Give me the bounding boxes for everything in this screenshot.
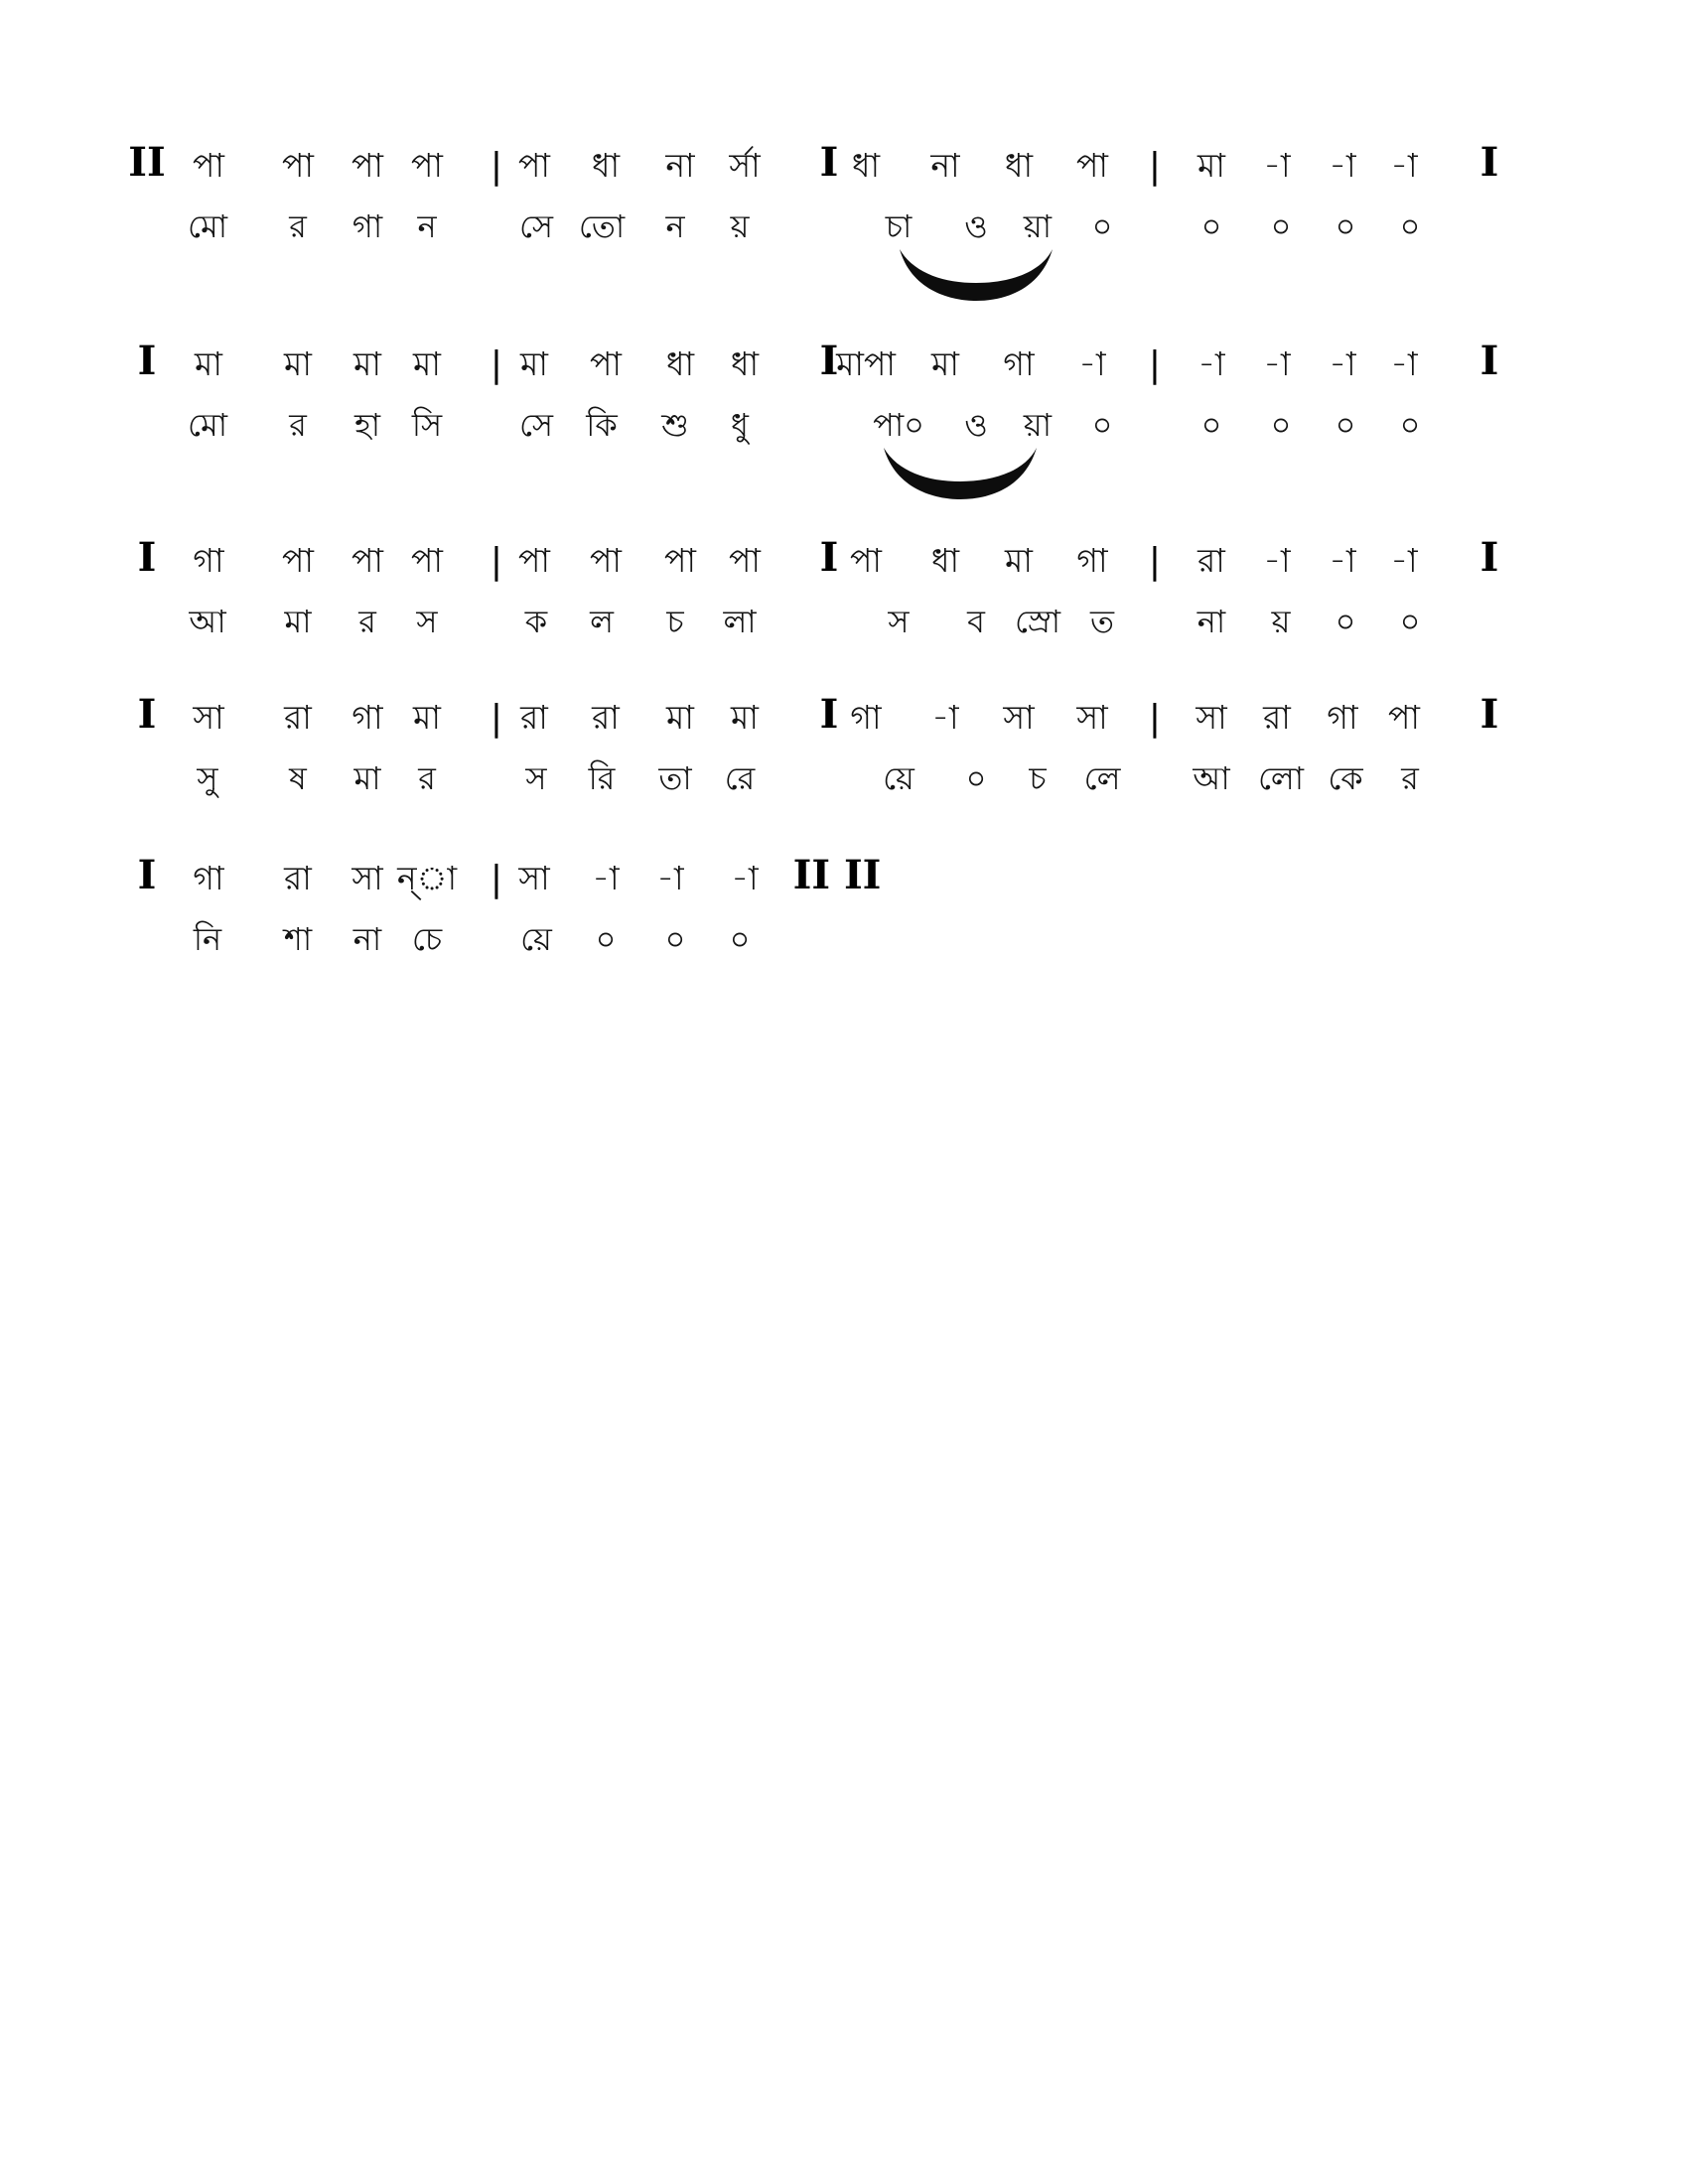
swara-note: পা [193, 146, 224, 185]
section-bar: I [819, 534, 839, 581]
beat-divider: | [490, 146, 503, 187]
lyric-syllable: মো [187, 207, 228, 245]
swara-note: পা [729, 541, 761, 580]
swara-note: সা [193, 698, 224, 737]
lyric-syllable: ০ [1335, 406, 1356, 444]
lyric-syllable: ০ [1091, 406, 1113, 444]
swara-note: মা [520, 344, 548, 383]
swara-note: -া [656, 859, 684, 897]
swara-note: গা [193, 859, 224, 897]
slur-mark [892, 243, 1060, 313]
swara-note: -া [1390, 541, 1418, 580]
section-bar: I [1479, 691, 1499, 738]
lyric-syllable: লে [1083, 759, 1121, 797]
swara-note: -া [1329, 541, 1356, 580]
lyric-syllable: য়া [1023, 406, 1053, 444]
swara-note: মা [1197, 146, 1225, 185]
lyric-syllable: ০ [1335, 207, 1356, 245]
lyric-syllable: ও [964, 207, 988, 245]
lyric-syllable: ০ [1399, 207, 1421, 245]
swara-note: মা [666, 698, 694, 737]
swara-note: মা [195, 344, 222, 383]
lyric-syllable: সে [518, 207, 554, 245]
swara-note: -া [1263, 344, 1291, 383]
lyric-syllable: ০ [1091, 207, 1113, 245]
section-bar: II [128, 139, 166, 186]
lyric-syllable: ০ [1200, 207, 1222, 245]
lyric-syllable: স [525, 759, 547, 797]
lyric-syllable: ন [665, 207, 685, 245]
swara-note: সা [352, 859, 383, 897]
beat-divider: | [1148, 344, 1162, 385]
lyric-syllable: শা [283, 920, 313, 958]
section-bar: I [819, 338, 839, 384]
lyric-syllable: য়ে [520, 920, 552, 958]
slur-mark [876, 442, 1045, 511]
beat-divider: | [1148, 698, 1162, 739]
swara-note: গা [1003, 344, 1035, 383]
swara-note: ধা [591, 146, 621, 185]
swara-note: না [930, 146, 960, 185]
swara-note: র্সা [729, 146, 761, 185]
swara-note: -া [731, 859, 759, 897]
section-bar: I [1479, 139, 1499, 186]
lyric-syllable: র [289, 406, 307, 444]
section-bar: I [137, 534, 157, 581]
lyric-syllable: ০ [595, 920, 617, 958]
swara-note: -া [1078, 344, 1106, 383]
swara-note: মাপা [836, 344, 896, 383]
beat-divider: | [490, 541, 503, 582]
swara-note: পা [411, 541, 443, 580]
beat-divider: | [490, 344, 503, 385]
swara-note: গা [1076, 541, 1108, 580]
swara-note: মা [931, 344, 959, 383]
lyric-syllable: নি [193, 920, 222, 958]
lyric-syllable: স [416, 603, 438, 640]
lyric-syllable: চ [666, 603, 684, 640]
swara-note: পা [411, 146, 443, 185]
swara-note: গা [850, 698, 882, 737]
lyric-syllable: সে [518, 406, 554, 444]
beat-divider: | [1148, 541, 1162, 582]
swara-note: -া [1390, 146, 1418, 185]
lyric-syllable: হা [353, 406, 381, 444]
lyric-syllable: কি [586, 406, 618, 444]
swara-note: পা [352, 541, 383, 580]
beat-divider: | [490, 698, 503, 739]
lyric-syllable: ০ [1399, 603, 1421, 640]
lyric-syllable: ০ [1270, 406, 1292, 444]
swara-note: ন্‌া [396, 859, 458, 897]
swara-note: ধা [930, 541, 960, 580]
swara-note: না [665, 146, 695, 185]
lyric-syllable: ব [967, 603, 985, 640]
swara-note: -া [1390, 344, 1418, 383]
section-bar: I [137, 338, 157, 384]
lyric-syllable: আ [189, 603, 226, 640]
lyric-syllable: ধু [731, 406, 749, 444]
lyric-syllable: ও [964, 406, 988, 444]
lyric-syllable: মা [353, 759, 381, 797]
swara-note: মা [284, 344, 312, 383]
swara-note: -া [931, 698, 959, 737]
swara-note: গা [352, 698, 383, 737]
section-bar: I [819, 691, 839, 738]
section-bar: I [819, 139, 839, 186]
lyric-syllable: স [888, 603, 910, 640]
lyric-syllable: গা [352, 207, 383, 245]
section-bar: I [137, 691, 157, 738]
lyric-syllable: কে [1328, 759, 1363, 797]
lyric-syllable: না [1196, 603, 1226, 640]
swara-note: রা [284, 859, 312, 897]
swara-note: পা [850, 541, 882, 580]
lyric-syllable: ত [1089, 603, 1115, 640]
swara-note: -া [1263, 541, 1291, 580]
swara-note: পা [518, 146, 550, 185]
swara-note: রা [284, 698, 312, 737]
lyric-syllable: সু [197, 759, 218, 797]
swara-note: ধা [730, 344, 760, 383]
swara-note: রা [592, 698, 620, 737]
swara-note: মা [1005, 541, 1033, 580]
swara-note: রা [520, 698, 548, 737]
lyric-syllable: চা [885, 207, 913, 245]
lyric-syllable: র [1401, 759, 1419, 797]
lyric-syllable: য় [1271, 603, 1291, 640]
swara-note: পা [1076, 146, 1108, 185]
lyric-syllable: ০ [965, 759, 987, 797]
lyric-syllable: মো [187, 406, 228, 444]
swara-note: পা [282, 541, 314, 580]
swara-note: ধা [851, 146, 881, 185]
section-bar: I [1479, 338, 1499, 384]
swara-note: পা [1388, 698, 1420, 737]
swara-note: -া [1329, 344, 1356, 383]
lyric-syllable: চ [1029, 759, 1047, 797]
lyric-syllable: ০ [729, 920, 751, 958]
swara-note: -া [592, 859, 620, 897]
swara-note: -া [1329, 146, 1356, 185]
swara-note: পা [282, 146, 314, 185]
lyric-syllable: য়া [1023, 207, 1053, 245]
lyric-syllable: পা০ [873, 406, 924, 444]
lyric-syllable: র [418, 759, 436, 797]
swara-note: ধা [1004, 146, 1034, 185]
lyric-syllable: ল [590, 603, 614, 640]
lyric-syllable: না [352, 920, 382, 958]
swara-note: মা [353, 344, 381, 383]
swara-note: -া [1197, 344, 1225, 383]
lyric-syllable: তো [578, 207, 626, 245]
swara-note: পা [518, 541, 550, 580]
swara-note: সা [1076, 698, 1108, 737]
swara-note: সা [518, 859, 550, 897]
section-bar: II II [792, 852, 882, 898]
swara-note: রা [1263, 698, 1291, 737]
swara-note: -া [1263, 146, 1291, 185]
swara-note: গা [193, 541, 224, 580]
swara-note: গা [1327, 698, 1358, 737]
lyric-syllable: ন [417, 207, 437, 245]
swara-note: রা [1197, 541, 1225, 580]
lyric-syllable: সি [411, 406, 443, 444]
lyric-syllable: ০ [664, 920, 686, 958]
lyric-syllable: র [289, 207, 307, 245]
lyric-syllable: লো [1257, 759, 1305, 797]
lyric-syllable: য় [730, 207, 750, 245]
lyric-syllable: ক [524, 603, 548, 640]
lyric-syllable: ০ [1200, 406, 1222, 444]
lyric-syllable: মা [284, 603, 312, 640]
section-bar: I [137, 852, 157, 898]
lyric-syllable: শু [661, 406, 689, 444]
lyric-syllable: চে [411, 920, 443, 958]
lyric-syllable: স্রো [1015, 603, 1060, 640]
beat-divider: | [490, 859, 503, 899]
swara-note: পা [590, 344, 622, 383]
lyric-syllable: রে [724, 759, 756, 797]
swara-note: সা [1196, 698, 1227, 737]
section-bar: I [1479, 534, 1499, 581]
lyric-syllable: তা [658, 759, 692, 797]
swara-note: মা [413, 344, 441, 383]
lyric-syllable: য়ে [883, 759, 914, 797]
lyric-syllable: রি [588, 759, 616, 797]
beat-divider: | [1148, 146, 1162, 187]
swara-note: ধা [665, 344, 695, 383]
lyric-syllable: র [358, 603, 376, 640]
swara-note: মা [413, 698, 441, 737]
lyric-syllable: ০ [1399, 406, 1421, 444]
swara-note: মা [731, 698, 759, 737]
swara-note: সা [1003, 698, 1035, 737]
lyric-syllable: আ [1193, 759, 1230, 797]
lyric-syllable: লা [723, 603, 757, 640]
swara-note: পা [352, 146, 383, 185]
swara-note: পা [590, 541, 622, 580]
lyric-syllable: ০ [1335, 603, 1356, 640]
swara-note: পা [664, 541, 696, 580]
lyric-syllable: ০ [1270, 207, 1292, 245]
lyric-syllable: ষ [289, 759, 307, 797]
